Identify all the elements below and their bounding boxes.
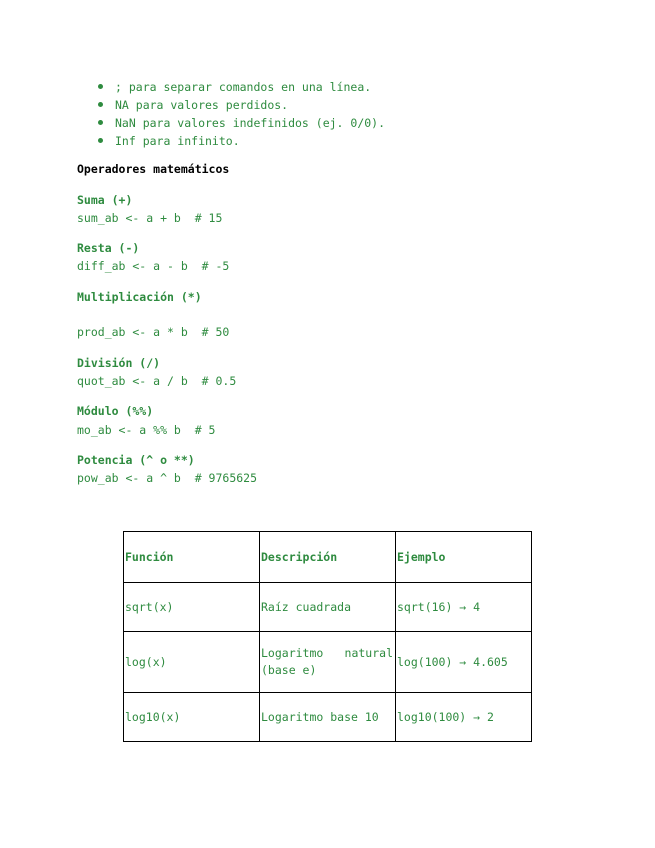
bullet-icon <box>98 138 103 143</box>
list-item: Inf para infinito. <box>95 132 385 150</box>
table-cell: sqrt(x) <box>124 583 260 632</box>
operator-code-power: pow_ab <- a ^ b # 9765625 <box>77 471 258 485</box>
notes-list <box>95 78 385 150</box>
operator-code-subtract: diff_ab <- a - b # -5 <box>77 259 230 273</box>
table-cell: Raíz cuadrada <box>260 583 396 632</box>
table-cell: log(x) <box>124 632 260 693</box>
functions-table <box>123 531 532 742</box>
operator-code-multiply: prod_ab <- a * b # 50 <box>77 325 230 339</box>
operator-title-subtract: Resta (-) <box>77 241 140 255</box>
bullet-icon <box>98 120 103 125</box>
cell-text: Logaritmo natural (base e) <box>261 646 393 677</box>
operator-title-multiply: Multiplicación (*) <box>77 290 202 304</box>
table-row <box>124 583 532 632</box>
header-funcion: Función <box>124 532 260 583</box>
operator-code-modulo: mo_ab <- a %% b # 5 <box>77 423 216 437</box>
list-item: NaN para valores indefinidos (ej. 0/0). <box>95 114 385 132</box>
table-row <box>124 693 532 742</box>
header-ejemplo: Ejemplo <box>396 532 532 583</box>
operator-code-sum: sum_ab <- a + b # 15 <box>77 211 223 225</box>
operator-title-power: Potencia (^ o **) <box>77 453 195 467</box>
bullet-icon <box>98 102 103 107</box>
table-cell: Logaritmo base 10 <box>260 693 396 742</box>
operator-title-modulo: Módulo (%%) <box>77 404 154 418</box>
table-row <box>124 632 532 693</box>
header-descripcion: Descripción <box>260 532 396 583</box>
table-header-row <box>124 532 532 583</box>
list-item: ; para separar comandos en una línea. <box>95 78 385 96</box>
table-cell: log10(100) → 2 <box>396 693 532 742</box>
section-heading: Operadores matemáticos <box>77 162 230 176</box>
table-cell: log10(x) <box>124 693 260 742</box>
table-cell: log(100) → 4.605 <box>396 632 532 693</box>
table-cell: sqrt(16) → 4 <box>396 583 532 632</box>
operator-title-divide: División (/) <box>77 356 161 370</box>
bullet-icon <box>98 84 103 89</box>
list-item: NA para valores perdidos. <box>95 96 385 114</box>
operator-title-sum: Suma (+) <box>77 193 133 207</box>
table-cell <box>260 632 396 693</box>
operator-code-divide: quot_ab <- a / b # 0.5 <box>77 374 237 388</box>
